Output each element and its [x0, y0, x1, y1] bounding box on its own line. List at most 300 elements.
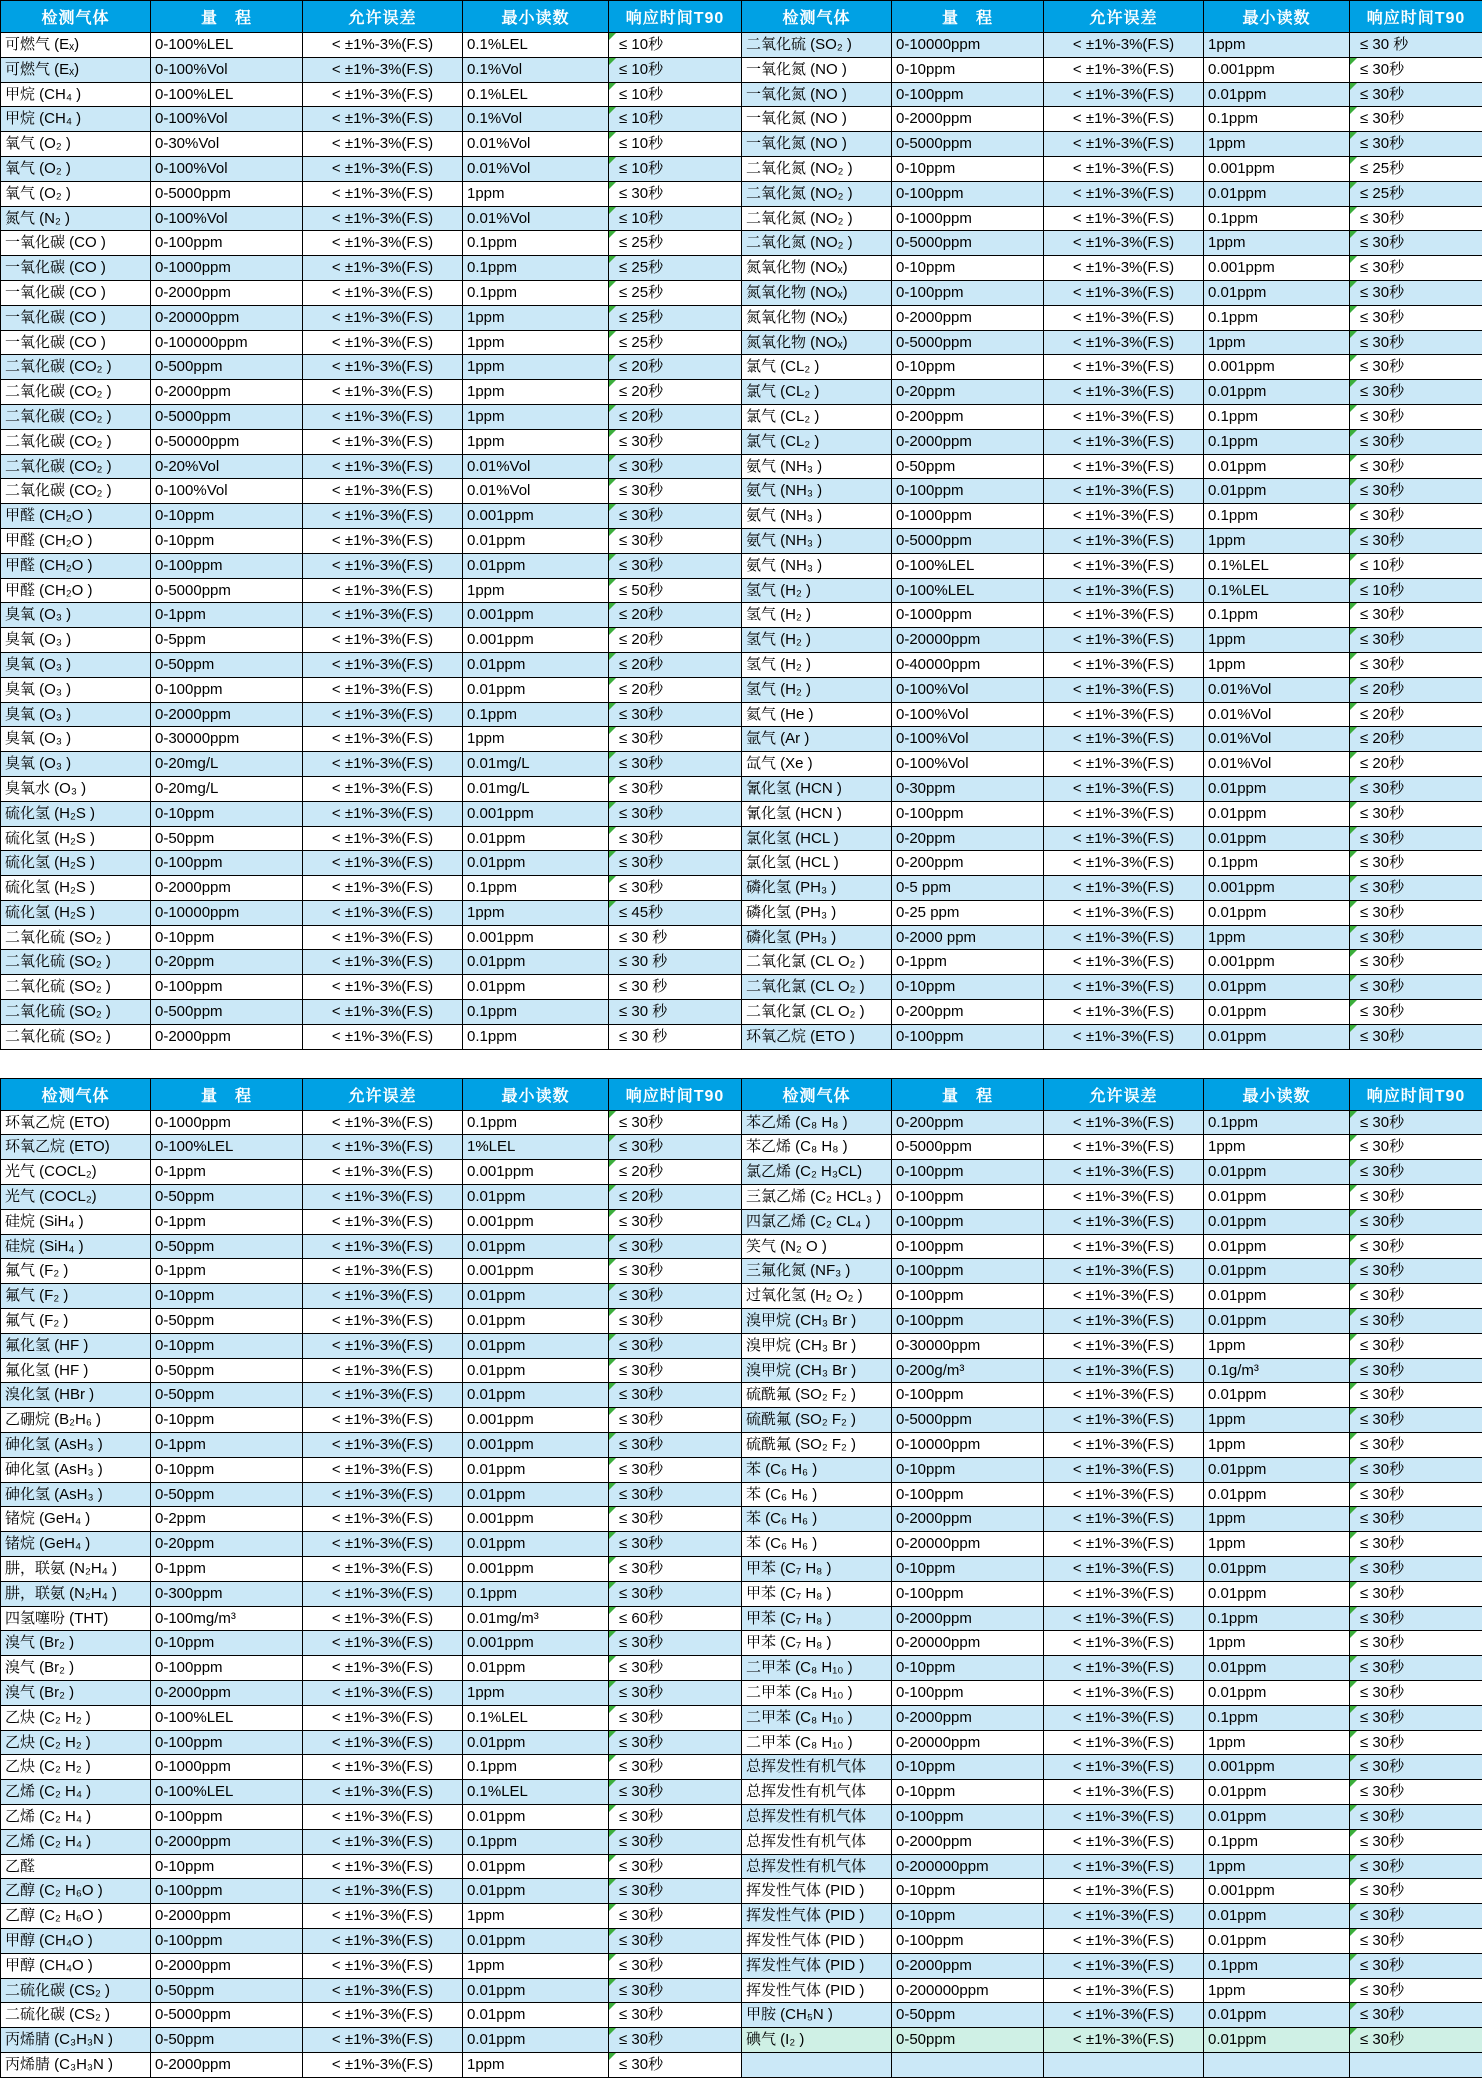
response-time-cell[interactable]: ≤ 60秒 [609, 1606, 742, 1631]
response-time-cell[interactable]: ≤ 30秒 [1350, 1904, 1482, 1929]
error-cell[interactable]: < ±1%-3%(F.S) [1044, 1160, 1204, 1185]
error-cell[interactable]: < ±1%-3%(F.S) [303, 553, 463, 578]
response-time-cell[interactable]: ≤ 30秒 [1350, 1000, 1482, 1025]
min-reading-cell[interactable]: 0.1ppm [1204, 1606, 1350, 1631]
response-time-cell[interactable]: ≤ 30秒 [1350, 1507, 1482, 1532]
min-reading-cell[interactable]: 1ppm [1204, 1730, 1350, 1755]
response-time-cell[interactable]: ≤ 20秒 [609, 677, 742, 702]
error-cell[interactable]: < ±1%-3%(F.S) [1044, 231, 1204, 256]
col-header-response-time[interactable]: 响应时间T90 [1350, 1078, 1482, 1110]
error-cell[interactable]: < ±1%-3%(F.S) [1044, 528, 1204, 553]
error-cell[interactable]: < ±1%-3%(F.S) [1044, 876, 1204, 901]
range-cell[interactable]: 0-10ppm [151, 801, 303, 826]
range-cell[interactable]: 0-50ppm [151, 826, 303, 851]
range-cell[interactable]: 0-5ppm [151, 628, 303, 653]
gas-name-cell[interactable]: 甲醛 (CH₂O ) [1, 528, 151, 553]
gas-name-cell[interactable]: 苯 (C₆ H₆ ) [742, 1507, 892, 1532]
response-time-cell[interactable]: ≤ 20秒 [609, 652, 742, 677]
response-time-cell[interactable]: ≤ 30秒 [1350, 1631, 1482, 1656]
min-reading-cell[interactable]: 1ppm [1204, 628, 1350, 653]
response-time-cell[interactable]: ≤ 30 秒 [609, 1024, 742, 1049]
response-time-cell[interactable]: ≤ 30秒 [609, 2003, 742, 2028]
response-time-cell[interactable]: ≤ 30秒 [1350, 1457, 1482, 1482]
min-reading-cell[interactable]: 0.01%Vol [463, 156, 609, 181]
error-cell[interactable]: < ±1%-3%(F.S) [1044, 1953, 1204, 1978]
response-time-cell[interactable]: ≤ 30秒 [1350, 2028, 1482, 2053]
gas-name-cell[interactable]: 砷化氢 (AsH₃ ) [1, 1482, 151, 1507]
range-cell[interactable]: 0-100ppm [892, 1185, 1044, 1210]
range-cell[interactable]: 0-1000ppm [892, 504, 1044, 529]
gas-name-cell[interactable]: 硫酰氟 (SO₂ F₂ ) [742, 1383, 892, 1408]
error-cell[interactable]: < ±1%-3%(F.S) [303, 603, 463, 628]
range-cell[interactable]: 0-100%LEL [892, 578, 1044, 603]
min-reading-cell[interactable]: 1ppm [463, 900, 609, 925]
min-reading-cell[interactable]: 0.1ppm [1204, 107, 1350, 132]
min-reading-cell[interactable]: 0.1ppm [1204, 851, 1350, 876]
min-reading-cell[interactable]: 0.01ppm [1204, 2028, 1350, 2053]
range-cell[interactable]: 0-10ppm [151, 1631, 303, 1656]
error-cell[interactable]: < ±1%-3%(F.S) [1044, 677, 1204, 702]
response-time-cell[interactable]: ≤ 30秒 [1350, 1978, 1482, 2003]
range-cell[interactable]: 0-2000ppm [892, 1507, 1044, 1532]
gas-name-cell[interactable]: 总挥发性有机气体 [742, 1804, 892, 1829]
min-reading-cell[interactable]: 1%LEL [463, 1135, 609, 1160]
response-time-cell[interactable]: ≤ 30秒 [1350, 1755, 1482, 1780]
min-reading-cell[interactable]: 0.01ppm [463, 1457, 609, 1482]
range-cell[interactable]: 0-10ppm [892, 1780, 1044, 1805]
gas-name-cell[interactable]: 溴甲烷 (CH₃ Br ) [742, 1358, 892, 1383]
gas-name-cell[interactable]: 甲烷 (CH₄ ) [1, 107, 151, 132]
min-reading-cell[interactable]: 0.01ppm [1204, 181, 1350, 206]
gas-name-cell[interactable]: 氟化氢 (HF ) [1, 1333, 151, 1358]
min-reading-cell[interactable]: 0.001ppm [1204, 156, 1350, 181]
min-reading-cell[interactable]: 0.01ppm [1204, 1160, 1350, 1185]
range-cell[interactable]: 0-2000ppm [892, 1953, 1044, 1978]
range-cell[interactable]: 0-20ppm [892, 826, 1044, 851]
range-cell[interactable]: 0-100%LEL [151, 33, 303, 58]
response-time-cell[interactable]: ≤ 30秒 [1350, 1358, 1482, 1383]
range-cell[interactable]: 0-100ppm [892, 1024, 1044, 1049]
range-cell[interactable]: 0-100ppm [151, 1928, 303, 1953]
range-cell[interactable]: 0-10ppm [892, 1904, 1044, 1929]
gas-name-cell[interactable]: 乙炔 (C₂ H₂ ) [1, 1755, 151, 1780]
min-reading-cell[interactable]: 1ppm [1204, 925, 1350, 950]
range-cell[interactable]: 0-50ppm [151, 1358, 303, 1383]
min-reading-cell[interactable]: 0.01ppm [1204, 82, 1350, 107]
gas-name-cell[interactable]: 四氯乙烯 (C₂ CL₄ ) [742, 1209, 892, 1234]
range-cell[interactable]: 0-10000ppm [151, 900, 303, 925]
min-reading-cell[interactable]: 0.01ppm [1204, 1259, 1350, 1284]
gas-name-cell[interactable]: 臭氧 (O₃ ) [1, 628, 151, 653]
min-reading-cell[interactable]: 0.001ppm [1204, 355, 1350, 380]
min-reading-cell[interactable]: 0.01ppm [463, 1978, 609, 2003]
col-header-gas[interactable]: 检测气体 [1, 1078, 151, 1110]
min-reading-cell[interactable]: 0.001ppm [1204, 876, 1350, 901]
range-cell[interactable]: 0-100ppm [151, 851, 303, 876]
range-cell[interactable]: 0-25 ppm [892, 900, 1044, 925]
response-time-cell[interactable]: ≤ 10秒 [1350, 553, 1482, 578]
response-time-cell[interactable]: ≤ 30秒 [609, 1110, 742, 1135]
gas-name-cell[interactable]: 肼，联氨 (N₂H₄ ) [1, 1557, 151, 1582]
min-reading-cell[interactable]: 1ppm [1204, 330, 1350, 355]
error-cell[interactable]: < ±1%-3%(F.S) [303, 801, 463, 826]
error-cell[interactable]: < ±1%-3%(F.S) [303, 132, 463, 157]
response-time-cell[interactable]: ≤ 30秒 [609, 1309, 742, 1334]
response-time-cell[interactable]: ≤ 30秒 [1350, 975, 1482, 1000]
range-cell[interactable]: 0-10ppm [151, 1284, 303, 1309]
response-time-cell[interactable]: ≤ 30秒 [1350, 950, 1482, 975]
range-cell[interactable]: 0-100%LEL [151, 1135, 303, 1160]
range-cell[interactable]: 0-20000ppm [892, 1631, 1044, 1656]
error-cell[interactable]: < ±1%-3%(F.S) [303, 107, 463, 132]
min-reading-cell[interactable]: 1ppm [463, 429, 609, 454]
min-reading-cell[interactable]: 0.01ppm [1204, 776, 1350, 801]
col-header-error[interactable]: 允许误差 [303, 1078, 463, 1110]
gas-name-cell[interactable]: 硫化氢 (H₂S ) [1, 851, 151, 876]
response-time-cell[interactable]: ≤ 30秒 [1350, 1581, 1482, 1606]
range-cell[interactable]: 0-100ppm [892, 1681, 1044, 1706]
range-cell[interactable]: 0-2000ppm [151, 876, 303, 901]
gas-name-cell[interactable]: 氯气 (CL₂ ) [742, 429, 892, 454]
range-cell[interactable]: 0-100ppm [151, 553, 303, 578]
response-time-cell[interactable]: ≤ 30秒 [609, 1457, 742, 1482]
response-time-cell[interactable]: ≤ 20秒 [1350, 752, 1482, 777]
min-reading-cell[interactable]: 0.001ppm [463, 1507, 609, 1532]
range-cell[interactable]: 0-100ppm [892, 1160, 1044, 1185]
range-cell[interactable]: 0-300ppm [151, 1581, 303, 1606]
min-reading-cell[interactable]: 0.1ppm [463, 1110, 609, 1135]
error-cell[interactable]: < ±1%-3%(F.S) [1044, 1581, 1204, 1606]
response-time-cell[interactable]: ≤ 30秒 [1350, 1433, 1482, 1458]
min-reading-cell[interactable]: 0.01%Vol [1204, 752, 1350, 777]
error-cell[interactable]: < ±1%-3%(F.S) [1044, 752, 1204, 777]
min-reading-cell[interactable]: 0.001ppm [463, 1408, 609, 1433]
min-reading-cell[interactable]: 0.1%Vol [463, 57, 609, 82]
min-reading-cell[interactable]: 0.01mg/m³ [463, 1606, 609, 1631]
min-reading-cell[interactable]: 0.01ppm [1204, 1557, 1350, 1582]
gas-name-cell[interactable] [742, 2052, 892, 2077]
gas-name-cell[interactable]: 氟气 (F₂ ) [1, 1284, 151, 1309]
gas-name-cell[interactable]: 氙气 (Xe ) [742, 752, 892, 777]
error-cell[interactable]: < ±1%-3%(F.S) [303, 2003, 463, 2028]
error-cell[interactable]: < ±1%-3%(F.S) [303, 1681, 463, 1706]
min-reading-cell[interactable]: 1ppm [463, 355, 609, 380]
min-reading-cell[interactable]: 0.1%LEL [1204, 553, 1350, 578]
error-cell[interactable]: < ±1%-3%(F.S) [303, 231, 463, 256]
range-cell[interactable]: 0-20mg/L [151, 776, 303, 801]
min-reading-cell[interactable]: 1ppm [1204, 1135, 1350, 1160]
error-cell[interactable]: < ±1%-3%(F.S) [1044, 330, 1204, 355]
response-time-cell[interactable]: ≤ 30秒 [609, 1879, 742, 1904]
gas-name-cell[interactable]: 二甲苯 (C₈ H₁₀ ) [742, 1656, 892, 1681]
gas-name-cell[interactable]: 硫酰氟 (SO₂ F₂ ) [742, 1433, 892, 1458]
range-cell[interactable]: 0-100ppm [892, 1804, 1044, 1829]
response-time-cell[interactable]: ≤ 30秒 [1350, 429, 1482, 454]
response-time-cell[interactable]: ≤ 30秒 [609, 1482, 742, 1507]
response-time-cell[interactable]: ≤ 30秒 [609, 1284, 742, 1309]
min-reading-cell[interactable]: 0.01ppm [1204, 1309, 1350, 1334]
error-cell[interactable]: < ±1%-3%(F.S) [303, 1804, 463, 1829]
error-cell[interactable]: < ±1%-3%(F.S) [303, 925, 463, 950]
error-cell[interactable]: < ±1%-3%(F.S) [303, 628, 463, 653]
range-cell[interactable]: 0-100%LEL [151, 1780, 303, 1805]
response-time-cell[interactable]: ≤ 30秒 [609, 752, 742, 777]
range-cell[interactable]: 0-2000ppm [151, 1904, 303, 1929]
range-cell[interactable]: 0-100ppm [892, 181, 1044, 206]
gas-name-cell[interactable]: 二氧化碳 (CO₂ ) [1, 380, 151, 405]
error-cell[interactable]: < ±1%-3%(F.S) [303, 1953, 463, 1978]
gas-name-cell[interactable]: 四氢噻吩 (THT) [1, 1606, 151, 1631]
error-cell[interactable]: < ±1%-3%(F.S) [303, 355, 463, 380]
gas-name-cell[interactable]: 乙醇 (C₂ H₆O ) [1, 1904, 151, 1929]
response-time-cell[interactable]: ≤ 30秒 [1350, 1705, 1482, 1730]
response-time-cell[interactable]: ≤ 30秒 [1350, 380, 1482, 405]
min-reading-cell[interactable]: 0.001ppm [1204, 1755, 1350, 1780]
min-reading-cell[interactable]: 0.1%LEL [463, 1705, 609, 1730]
min-reading-cell[interactable]: 0.01ppm [1204, 1656, 1350, 1681]
range-cell[interactable]: 0-200ppm [892, 404, 1044, 429]
gas-name-cell[interactable]: 臭氧 (O₃ ) [1, 677, 151, 702]
error-cell[interactable]: < ±1%-3%(F.S) [303, 1581, 463, 1606]
range-cell[interactable]: 0-100%Vol [151, 57, 303, 82]
error-cell[interactable]: < ±1%-3%(F.S) [1044, 1656, 1204, 1681]
response-time-cell[interactable]: ≤ 30秒 [609, 876, 742, 901]
min-reading-cell[interactable]: 0.01ppm [1204, 1457, 1350, 1482]
min-reading-cell[interactable]: 0.1%LEL [463, 33, 609, 58]
error-cell[interactable]: < ±1%-3%(F.S) [303, 57, 463, 82]
gas-name-cell[interactable]: 丙烯腈 (C₃H₃N ) [1, 2028, 151, 2053]
error-cell[interactable]: < ±1%-3%(F.S) [1044, 801, 1204, 826]
gas-name-cell[interactable]: 甲苯 (C₇ H₈ ) [742, 1581, 892, 1606]
error-cell[interactable]: < ±1%-3%(F.S) [1044, 404, 1204, 429]
gas-name-cell[interactable]: 二氧化碳 (CO₂ ) [1, 454, 151, 479]
gas-name-cell[interactable]: 硫化氢 (H₂S ) [1, 900, 151, 925]
min-reading-cell[interactable]: 0.1ppm [463, 876, 609, 901]
gas-name-cell[interactable]: 乙烯 (C₂ H₄ ) [1, 1780, 151, 1805]
range-cell[interactable]: 0-2000ppm [892, 429, 1044, 454]
error-cell[interactable]: < ±1%-3%(F.S) [303, 1606, 463, 1631]
gas-name-cell[interactable]: 乙醇 (C₂ H₆O ) [1, 1879, 151, 1904]
response-time-cell[interactable]: ≤ 30秒 [1350, 1408, 1482, 1433]
col-header-range[interactable]: 量 程 [892, 1078, 1044, 1110]
error-cell[interactable]: < ±1%-3%(F.S) [1044, 1755, 1204, 1780]
range-cell[interactable]: 0-10ppm [151, 1854, 303, 1879]
error-cell[interactable]: < ±1%-3%(F.S) [303, 1879, 463, 1904]
range-cell[interactable]: 0-50ppm [151, 1185, 303, 1210]
gas-name-cell[interactable]: 二氧化碳 (CO₂ ) [1, 355, 151, 380]
range-cell[interactable]: 0-2000ppm [151, 280, 303, 305]
response-time-cell[interactable]: ≤ 30秒 [1350, 280, 1482, 305]
range-cell[interactable]: 0-20000ppm [151, 305, 303, 330]
min-reading-cell[interactable]: 0.01%Vol [463, 132, 609, 157]
gas-name-cell[interactable]: 过氧化氢 (H₂ O₂ ) [742, 1284, 892, 1309]
error-cell[interactable]: < ±1%-3%(F.S) [1044, 1631, 1204, 1656]
gas-name-cell[interactable]: 甲醛 (CH₂O ) [1, 504, 151, 529]
range-cell[interactable]: 0-50ppm [892, 2028, 1044, 2053]
error-cell[interactable]: < ±1%-3%(F.S) [1044, 429, 1204, 454]
range-cell[interactable]: 0-10ppm [892, 355, 1044, 380]
gas-name-cell[interactable]: 光气 (COCL₂) [1, 1160, 151, 1185]
response-time-cell[interactable]: ≤ 30秒 [609, 2052, 742, 2077]
gas-name-cell[interactable]: 氦气 (He ) [742, 702, 892, 727]
min-reading-cell[interactable]: 0.01%Vol [1204, 702, 1350, 727]
response-time-cell[interactable]: ≤ 10秒 [609, 82, 742, 107]
min-reading-cell[interactable]: 1ppm [1204, 1408, 1350, 1433]
response-time-cell[interactable]: ≤ 10秒 [609, 206, 742, 231]
response-time-cell[interactable]: ≤ 30秒 [609, 1730, 742, 1755]
error-cell[interactable]: < ±1%-3%(F.S) [1044, 1358, 1204, 1383]
range-cell[interactable]: 0-100%LEL [151, 82, 303, 107]
gas-name-cell[interactable]: 氮气 (N₂ ) [1, 206, 151, 231]
gas-name-cell[interactable]: 一氧化碳 (CO ) [1, 256, 151, 281]
response-time-cell[interactable]: ≤ 30秒 [609, 181, 742, 206]
min-reading-cell[interactable]: 0.01ppm [463, 1383, 609, 1408]
range-cell[interactable]: 0-50ppm [151, 1978, 303, 2003]
response-time-cell[interactable]: ≤ 30秒 [609, 553, 742, 578]
response-time-cell[interactable]: ≤ 30秒 [1350, 479, 1482, 504]
error-cell[interactable] [1044, 2052, 1204, 2077]
range-cell[interactable]: 0-50ppm [151, 652, 303, 677]
range-cell[interactable]: 0-30000ppm [151, 727, 303, 752]
min-reading-cell[interactable]: 0.001ppm [463, 603, 609, 628]
range-cell[interactable]: 0-10ppm [151, 1457, 303, 1482]
error-cell[interactable]: < ±1%-3%(F.S) [303, 1557, 463, 1582]
error-cell[interactable]: < ±1%-3%(F.S) [303, 1928, 463, 1953]
gas-name-cell[interactable]: 二氧化氯 (CL O₂ ) [742, 950, 892, 975]
response-time-cell[interactable]: ≤ 10秒 [1350, 578, 1482, 603]
gas-name-cell[interactable]: 溴气 (Br₂ ) [1, 1631, 151, 1656]
response-time-cell[interactable]: ≤ 30秒 [1350, 1730, 1482, 1755]
error-cell[interactable]: < ±1%-3%(F.S) [1044, 380, 1204, 405]
min-reading-cell[interactable]: 0.01ppm [463, 1185, 609, 1210]
range-cell[interactable]: 0-50ppm [151, 2028, 303, 2053]
gas-name-cell[interactable]: 三氯乙烯 (C₂ HCL₃ ) [742, 1185, 892, 1210]
gas-name-cell[interactable]: 硅烷 (SiH₄ ) [1, 1209, 151, 1234]
min-reading-cell[interactable]: 0.01%Vol [463, 206, 609, 231]
error-cell[interactable]: < ±1%-3%(F.S) [1044, 33, 1204, 58]
response-time-cell[interactable]: ≤ 30秒 [609, 1532, 742, 1557]
response-time-cell[interactable]: ≤ 30秒 [1350, 1482, 1482, 1507]
error-cell[interactable]: < ±1%-3%(F.S) [303, 851, 463, 876]
error-cell[interactable]: < ±1%-3%(F.S) [1044, 628, 1204, 653]
response-time-cell[interactable]: ≤ 30秒 [609, 1433, 742, 1458]
response-time-cell[interactable]: ≤ 30秒 [609, 1978, 742, 2003]
gas-name-cell[interactable]: 肼，联氨 (N₂H₄ ) [1, 1581, 151, 1606]
range-cell[interactable]: 0-5000ppm [892, 1408, 1044, 1433]
range-cell[interactable]: 0-10ppm [151, 504, 303, 529]
response-time-cell[interactable]: ≤ 30秒 [1350, 454, 1482, 479]
range-cell[interactable]: 0-100ppm [892, 1209, 1044, 1234]
range-cell[interactable]: 0-40000ppm [892, 652, 1044, 677]
response-time-cell[interactable]: ≤ 30秒 [1350, 1557, 1482, 1582]
gas-name-cell[interactable]: 二氧化硫 (SO₂ ) [1, 1000, 151, 1025]
range-cell[interactable]: 0-20%Vol [151, 454, 303, 479]
range-cell[interactable]: 0-100ppm [151, 975, 303, 1000]
response-time-cell[interactable]: ≤ 30秒 [1350, 1284, 1482, 1309]
response-time-cell[interactable]: ≤ 30秒 [609, 1557, 742, 1582]
min-reading-cell[interactable]: 0.01ppm [463, 528, 609, 553]
min-reading-cell[interactable]: 0.1ppm [463, 256, 609, 281]
range-cell[interactable]: 0-100ppm [892, 1383, 1044, 1408]
gas-name-cell[interactable]: 苯乙烯 (C₈ H₈ ) [742, 1110, 892, 1135]
response-time-cell[interactable]: ≤ 20秒 [1350, 727, 1482, 752]
gas-name-cell[interactable]: 二氧化硫 (SO₂ ) [1, 950, 151, 975]
error-cell[interactable]: < ±1%-3%(F.S) [303, 975, 463, 1000]
range-cell[interactable]: 0-30%Vol [151, 132, 303, 157]
col-header-error[interactable]: 允许误差 [1044, 1, 1204, 33]
col-header-error[interactable]: 允许误差 [1044, 1078, 1204, 1110]
min-reading-cell[interactable]: 0.01ppm [1204, 1284, 1350, 1309]
min-reading-cell[interactable]: 0.01ppm [1204, 1681, 1350, 1706]
error-cell[interactable]: < ±1%-3%(F.S) [1044, 1383, 1204, 1408]
min-reading-cell[interactable]: 0.01ppm [1204, 1904, 1350, 1929]
range-cell[interactable]: 0-10ppm [892, 975, 1044, 1000]
error-cell[interactable]: < ±1%-3%(F.S) [303, 1135, 463, 1160]
range-cell[interactable]: 0-100ppm [151, 1656, 303, 1681]
gas-name-cell[interactable]: 氯气 (CL₂ ) [742, 380, 892, 405]
gas-name-cell[interactable]: 二氧化碳 (CO₂ ) [1, 429, 151, 454]
error-cell[interactable]: < ±1%-3%(F.S) [1044, 1681, 1204, 1706]
response-time-cell[interactable]: ≤ 30秒 [1350, 1135, 1482, 1160]
gas-name-cell[interactable]: 苯 (C₆ H₆ ) [742, 1457, 892, 1482]
range-cell[interactable]: 0-5000ppm [151, 2003, 303, 2028]
gas-name-cell[interactable]: 一氧化碳 (CO ) [1, 330, 151, 355]
min-reading-cell[interactable]: 0.01ppm [1204, 1234, 1350, 1259]
min-reading-cell[interactable]: 0.01ppm [463, 1284, 609, 1309]
range-cell[interactable]: 0-10ppm [892, 1879, 1044, 1904]
range-cell[interactable]: 0-200000ppm [892, 1854, 1044, 1879]
range-cell[interactable]: 0-50ppm [892, 2003, 1044, 2028]
error-cell[interactable]: < ±1%-3%(F.S) [303, 702, 463, 727]
response-time-cell[interactable]: ≤ 30秒 [1350, 1333, 1482, 1358]
col-header-response-time[interactable]: 响应时间T90 [609, 1, 742, 33]
error-cell[interactable]: < ±1%-3%(F.S) [1044, 132, 1204, 157]
range-cell[interactable]: 0-5000ppm [892, 231, 1044, 256]
gas-name-cell[interactable]: 氧气 (O₂ ) [1, 132, 151, 157]
error-cell[interactable]: < ±1%-3%(F.S) [1044, 776, 1204, 801]
error-cell[interactable]: < ±1%-3%(F.S) [303, 1482, 463, 1507]
response-time-cell[interactable]: ≤ 30秒 [1350, 628, 1482, 653]
error-cell[interactable]: < ±1%-3%(F.S) [1044, 925, 1204, 950]
min-reading-cell[interactable]: 1ppm [463, 181, 609, 206]
response-time-cell[interactable]: ≤ 10秒 [609, 156, 742, 181]
response-time-cell[interactable]: ≤ 30秒 [609, 1854, 742, 1879]
min-reading-cell[interactable]: 1ppm [1204, 528, 1350, 553]
response-time-cell[interactable]: ≤ 30秒 [609, 826, 742, 851]
min-reading-cell[interactable]: 0.01ppm [1204, 801, 1350, 826]
min-reading-cell[interactable]: 0.1g/m³ [1204, 1358, 1350, 1383]
response-time-cell[interactable]: ≤ 30秒 [1350, 82, 1482, 107]
min-reading-cell[interactable]: 0.01%Vol [1204, 677, 1350, 702]
min-reading-cell[interactable]: 1ppm [1204, 1631, 1350, 1656]
response-time-cell[interactable]: ≤ 30秒 [1350, 1606, 1482, 1631]
gas-name-cell[interactable]: 甲苯 (C₇ H₈ ) [742, 1631, 892, 1656]
col-header-error[interactable]: 允许误差 [303, 1, 463, 33]
min-reading-cell[interactable]: 0.1ppm [463, 702, 609, 727]
response-time-cell[interactable]: ≤ 30秒 [1350, 1209, 1482, 1234]
min-reading-cell[interactable]: 0.01ppm [463, 1879, 609, 1904]
gas-name-cell[interactable]: 挥发性气体 (PID ) [742, 1978, 892, 2003]
response-time-cell[interactable]: ≤ 30秒 [609, 776, 742, 801]
min-reading-cell[interactable]: 0.01ppm [463, 1804, 609, 1829]
error-cell[interactable]: < ±1%-3%(F.S) [1044, 1928, 1204, 1953]
gas-name-cell[interactable]: 臭氧 (O₃ ) [1, 727, 151, 752]
min-reading-cell[interactable]: 0.01ppm [463, 553, 609, 578]
gas-name-cell[interactable]: 溴甲烷 (CH₃ Br ) [742, 1333, 892, 1358]
range-cell[interactable]: 0-5000ppm [151, 181, 303, 206]
range-cell[interactable]: 0-20ppm [151, 1532, 303, 1557]
col-header-range[interactable]: 量 程 [151, 1078, 303, 1110]
